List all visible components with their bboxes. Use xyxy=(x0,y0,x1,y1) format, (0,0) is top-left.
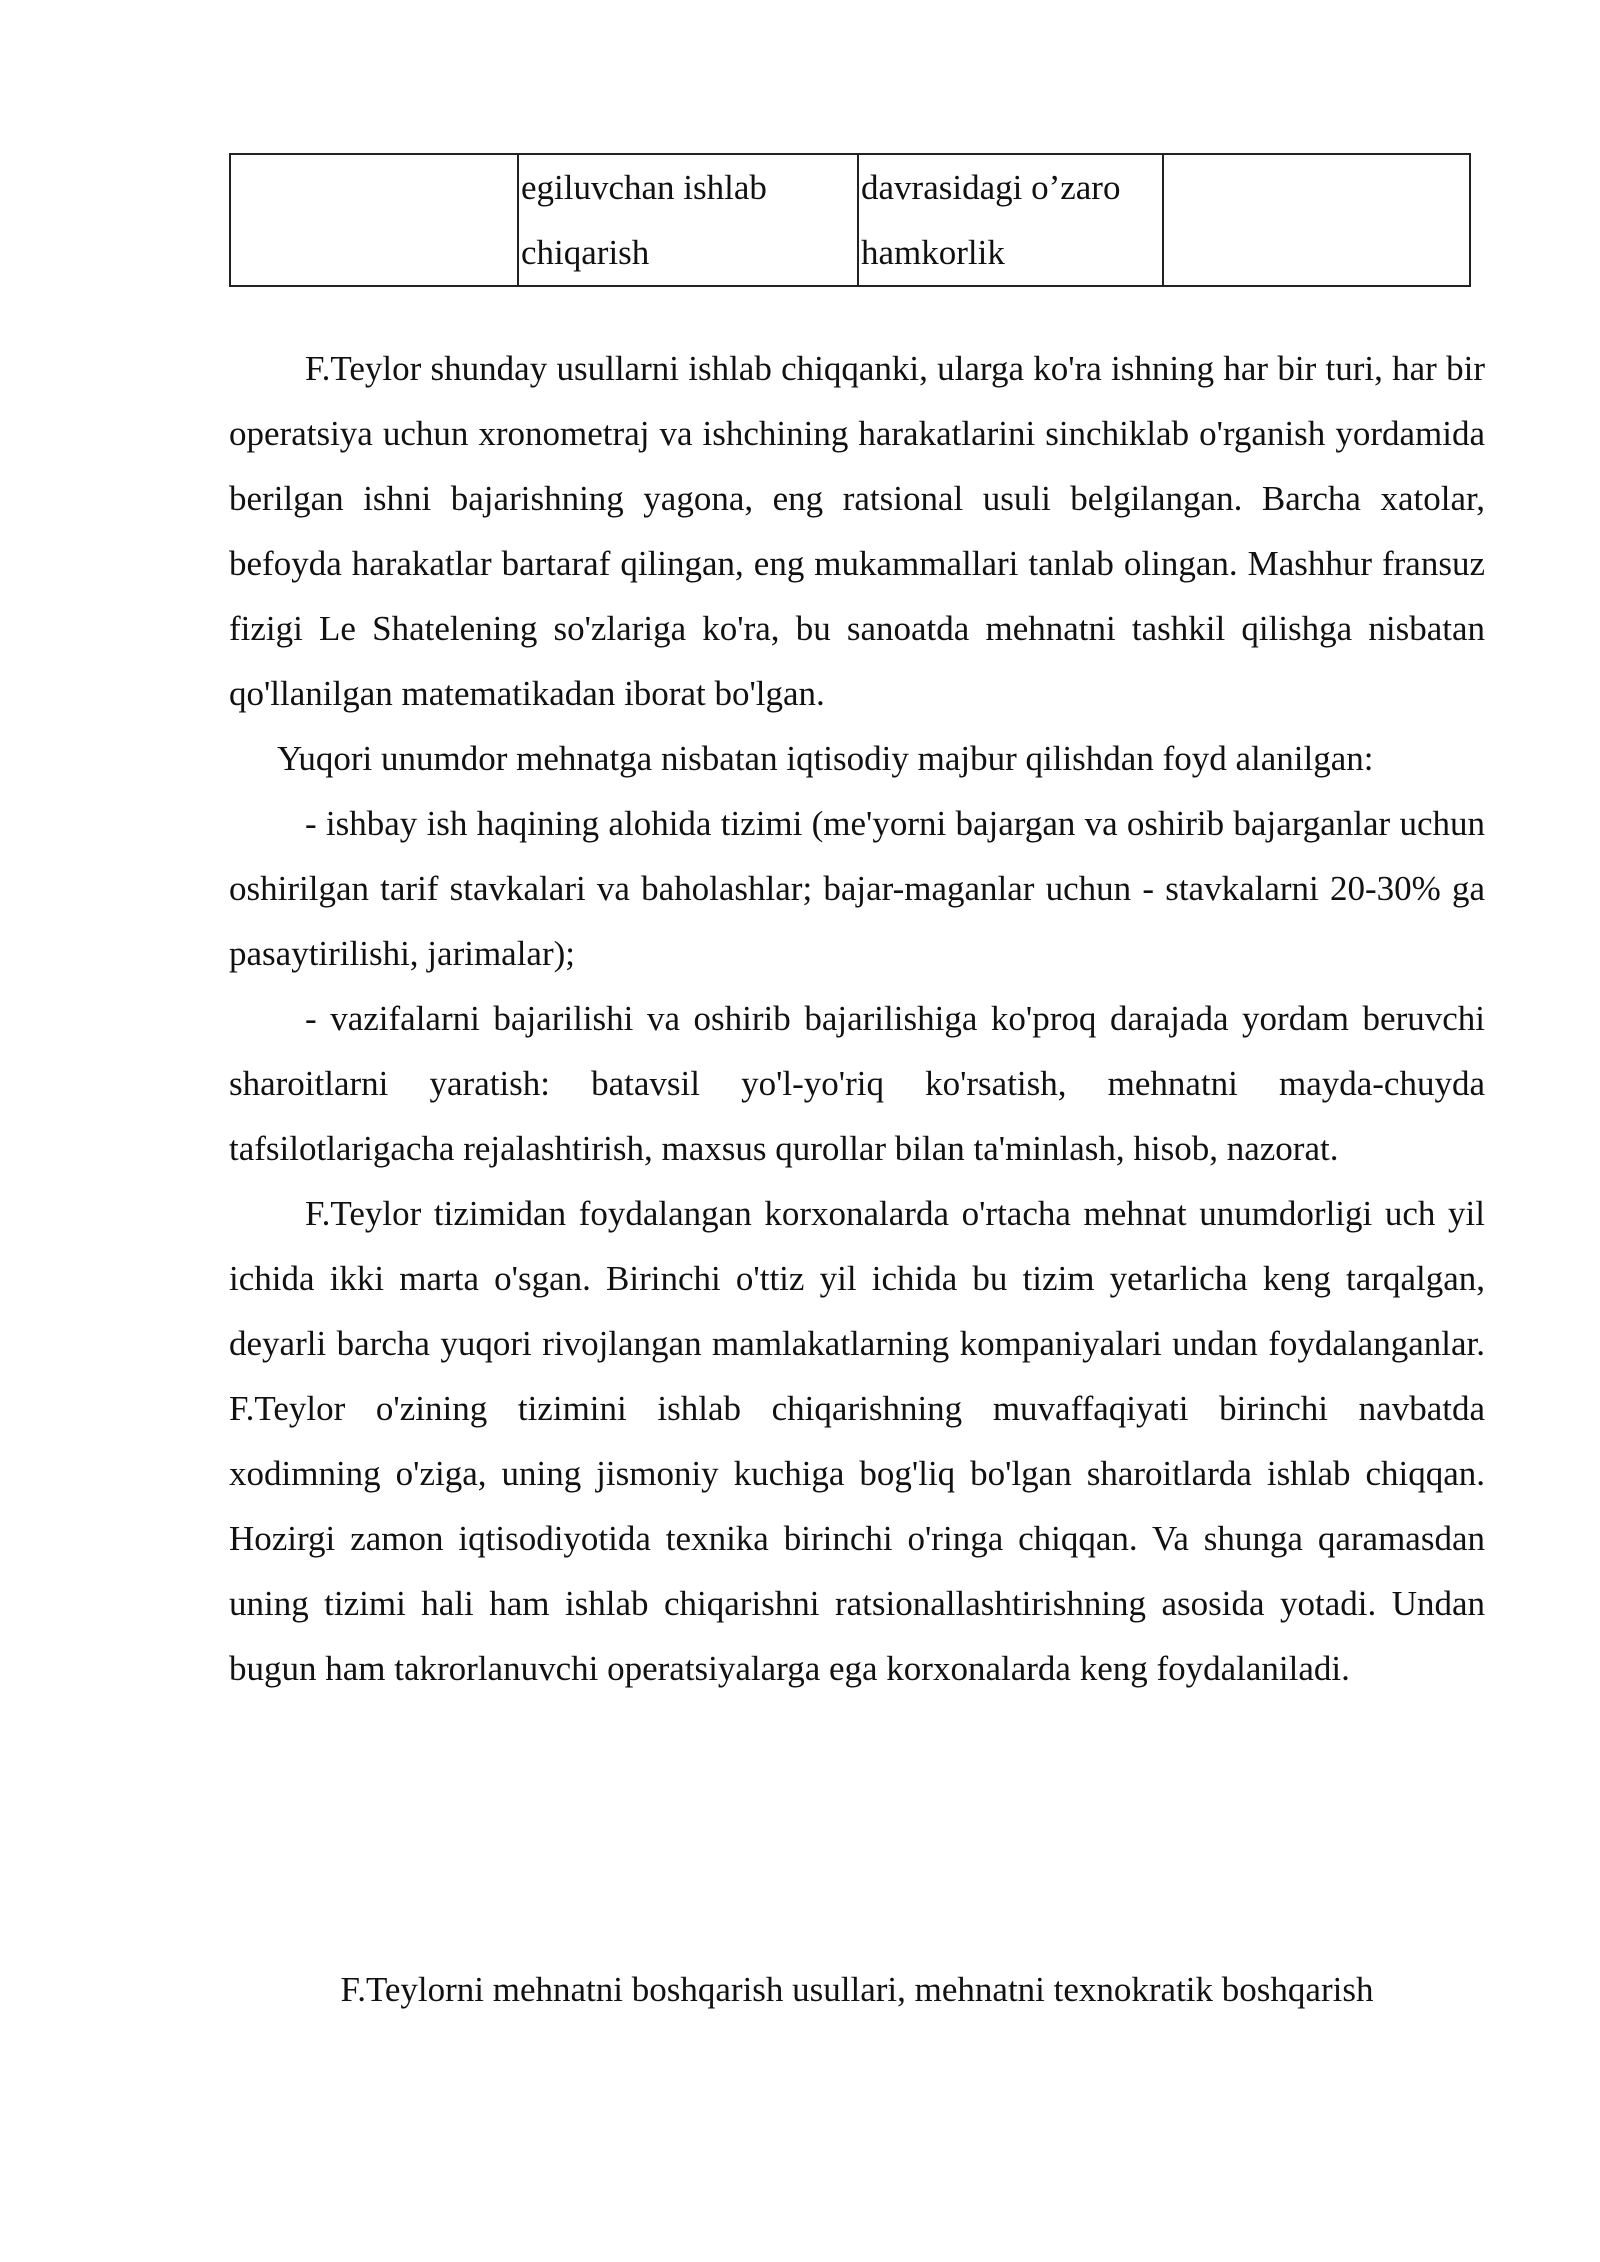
table-cell-text: hamkorlik xyxy=(861,233,1005,272)
body-text xyxy=(229,336,1485,1701)
list-item-conditions: - vazifalarni bajarilishi va oshirib bajarilishiga ko'proq darajada yordam beruvchi sharoitlarni yaratish: batavsil yo'l-yo'riq ko'rsatish, mehnatni mayda-chuyda tafsilotlarigacha rejalashtirish, maxsus qurollar bilan ta'minlash, hisob, nazorat. xyxy=(229,999,1485,1168)
table-cell-1 xyxy=(230,154,518,286)
paragraph-teylor-methods: F.Teylor shunday usullarni ishlab chiqqanki, ularga ko'ra ishning har bir turi, har bir operatsiya uchun xronometraj va ishchining harakatlarini sinchiklab o'rganish yordamida berilgan ishni bajarishning yagona, eng ratsional usuli belgilangan. Barcha xatolar, befoyda harakatlar bartaraf qilingan, eng mukammallari tanlab olingan. Mashhur fransuz fizigi Le Shatelening so'zlariga ko'ra, bu sanoatda mehnatni tashkil qilishga nisbatan qo'llanilgan matematikadan iborat bo'lgan. xyxy=(229,349,1485,713)
table-cell-2 xyxy=(518,154,858,286)
table-cell-4 xyxy=(1163,154,1470,286)
list-item-piecework-pay: - ishbay ish haqining alohida tizimi (me'yorni bajargan va oshirib bajarganlar uchun oshirilgan tarif stavkalari va baholashlar; bajar-maganlar uchun - stavkalarni 20-30% ga pasaytirilishi, jarimalar); xyxy=(229,804,1485,973)
paragraph-economic-coercion: Yuqori unumdor mehnatga nisbatan iqtisodiy majbur qilishdan foyd alanilgan: xyxy=(277,739,1374,778)
section-heading: F.Teylorni mehnatni boshqarish usullari, mehnatni texnokratik boshqarish xyxy=(340,1970,1374,2009)
paragraph-productivity: F.Teylor tizimidan foydalangan korxonalarda o'rtacha mehnat unumdorligi uch yil ichida ikki marta o'sgan. Birinchi o'ttiz yil ichida bu tizim yetarlicha keng tarqalgan, deyarli barcha yuqori rivojlangan mamlakatlarning kompaniyalari undan foydalanganlar. F.Teylor o'zining tizimini ishlab chiqarishning muvaffaqiyati birinchi navbatda xodimning o'ziga, uning jismoniy kuchiga bog'liq bo'lgan sharoitlarda ishlab chiqqan. Hozirgi zamon iqtisodiyotida texnika birinchi o'ringa chiqqan. Va shunga qaramasdan uning tizimi hali ham ishlab chiqarishni ratsionallashtirishning asosida yotadi. Undan bugun ham takrorlanuvchi operatsiyalarga ega korxonalarda keng foydalaniladi. xyxy=(229,1194,1485,1688)
table-cell-text: egiluvchan ishlab xyxy=(521,168,767,207)
continuation-table xyxy=(229,153,1471,287)
table-row xyxy=(230,154,1470,286)
table-cell-3 xyxy=(858,154,1163,286)
table-cell-text: chiqarish xyxy=(521,233,650,272)
table-cell-text: davrasidagi o’zaro xyxy=(861,168,1121,207)
